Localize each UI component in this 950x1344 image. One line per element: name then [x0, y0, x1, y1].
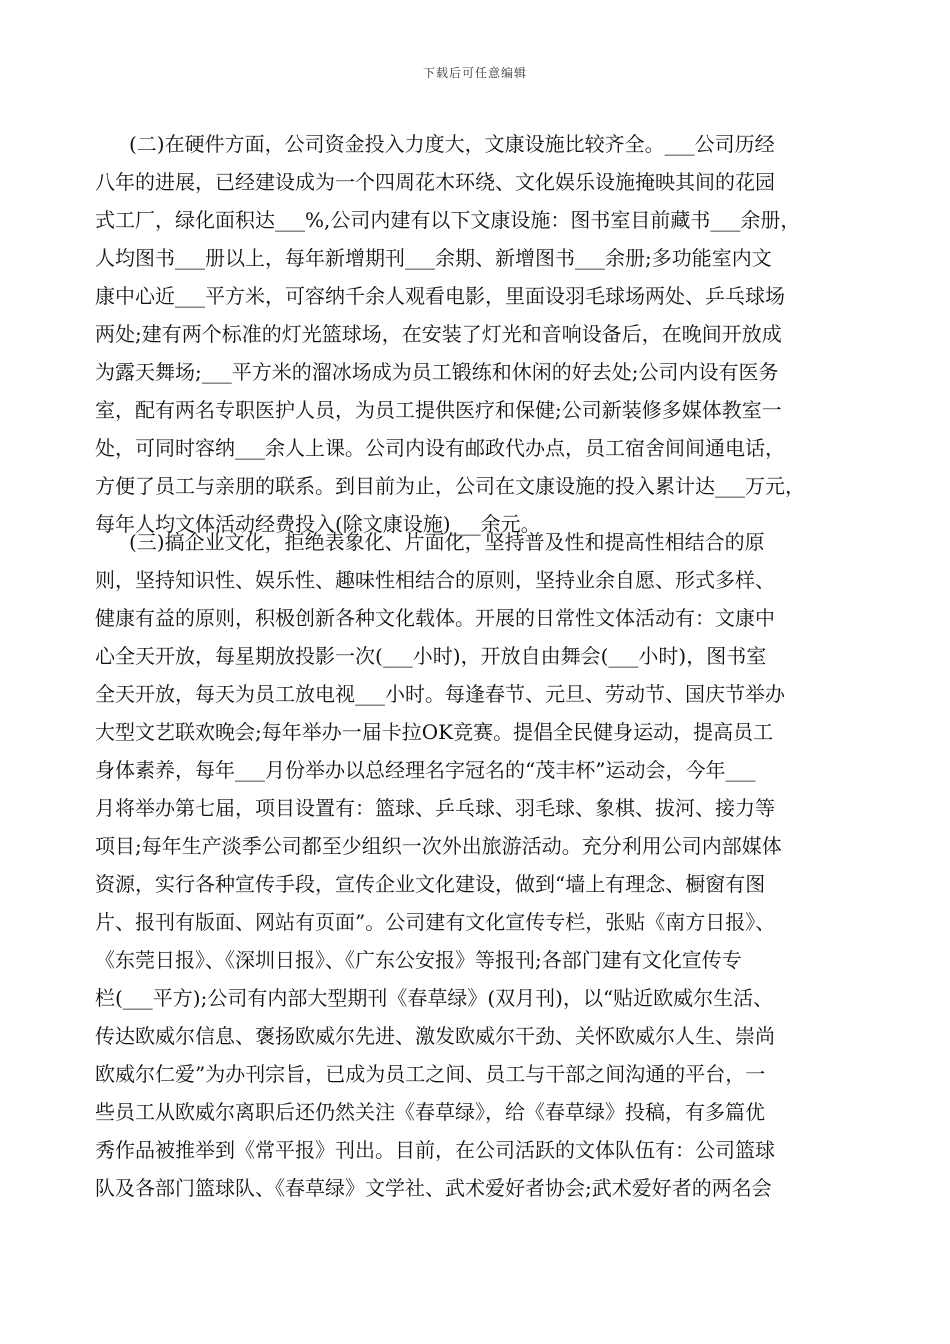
- text-line: 方便了员工与亲朋的联系。到目前为止，公司在文康设施的投入累计达___万元，: [95, 474, 805, 498]
- text-line: 身体素养，每年___月份举办以总经理名字冠名的“茂丰杯”运动会，今年___: [95, 758, 756, 782]
- text-line: 式工厂，绿化面积达___%,公司内建有以下文康设施：图书室目前藏书___余册，: [95, 208, 801, 232]
- paragraph-corporate-culture: [95, 523, 860, 1207]
- text-line: 些员工从欧威尔离职后还仍然关注《春草绿》，给《春草绿》投稿，有多篇优: [95, 1100, 765, 1124]
- text-line: 康中心近___平方米，可容纳千余人观看电影，里面设羽毛球场两处、乒乓球场: [95, 284, 785, 308]
- text-line: 两处;建有两个标准的灯光篮球场，在安装了灯光和音响设备后，在晚间开放成: [95, 322, 782, 346]
- text-line: 处，可同时容纳___余人上课。公司内设有邮政代办点，员工宿舍间间通电话，: [95, 436, 785, 460]
- text-line: 室，配有两名专职医护人员，为员工提供医疗和保健;公司新装修多媒体教室一: [95, 398, 782, 422]
- text-line: 则，坚持知识性、娱乐性、趣味性相结合的原则，坚持业余自愿、形式多样、: [95, 568, 775, 592]
- text-line: 片、报刊有版面、网站有页面”。公司建有文化宣传专栏，张贴《南方日报》、: [95, 910, 776, 934]
- text-line: 大型文艺联欢晚会;每年举办一届卡拉OK竞赛。提倡全民健身运动，提高员工: [95, 720, 774, 744]
- text-line: 《东莞日报》、《深圳日报》、《广东公安报》等报刊;各部门建有文化宣传专: [95, 948, 742, 972]
- text-line: 每年人均文体活动经费投入(除文康设施)___余元。: [95, 512, 541, 536]
- text-line: 项目;每年生产淡季公司都至少组织一次外出旅游活动。充分利用公司内部媒体: [95, 834, 782, 858]
- text-line: 栏(___平方);公司有内部大型期刊《春草绿》(双月刊)，以“贴近欧威尔生活、: [95, 986, 774, 1010]
- text-line: 传达欧威尔信息、褒扬欧威尔先进、激发欧威尔干劲、关怀欧威尔人生、崇尚: [95, 1024, 775, 1048]
- text-line: 健康有益的原则，积极创新各种文化载体。开展的日常性文体活动有：文康中: [95, 606, 775, 630]
- text-line: 队及各部门篮球队、《春草绿》文学社、武术爱好者协会;武术爱好者的两名会: [95, 1176, 772, 1200]
- page-header: 下载后可任意编辑: [422, 66, 527, 80]
- text-line: 人均图书___册以上，每年新增期刊___余期、新增图书___余册;多功能室内文: [95, 246, 772, 270]
- text-line: 欧威尔仁爱”为办刊宗旨，已成为员工之间、员工与干部之间沟通的平台，一: [95, 1062, 766, 1086]
- text-line: 心全天开放，每星期放投影一次(___小时)，开放自由舞会(___小时)，图书室: [95, 644, 767, 668]
- text-line: 资源，实行各种宣传手段，宣传企业文化建设，做到“墙上有理念、橱窗有图: [95, 872, 766, 896]
- text-line: (二)在硬件方面，公司资金投入力度大，文康设施比较齐全。___公司历经: [129, 132, 775, 156]
- text-line: 八年的进展，已经建设成为一个四周花木环绕、文化娱乐设施掩映其间的花园: [95, 170, 775, 194]
- text-line: 为露天舞场;___平方米的溜冰场成为员工锻练和休闲的好去处;公司内设有医务: [95, 360, 779, 384]
- paragraph-hardware: [95, 125, 860, 543]
- text-line: 秀作品被推举到《常平报》刊出。目前，在公司活跃的文体队伍有：公司篮球: [95, 1138, 775, 1162]
- text-line: 月将举办第七届，项目设置有：篮球、乒乓球、羽毛球、象棋、拔河、接力等: [95, 796, 775, 820]
- text-line: (三)搞企业文化，拒绝表象化、片面化，坚持普及性和提高性相结合的原: [129, 530, 765, 554]
- text-line: 全天开放，每天为员工放电视___小时。每逢春节、元旦、劳动节、国庆节举办: [95, 682, 785, 706]
